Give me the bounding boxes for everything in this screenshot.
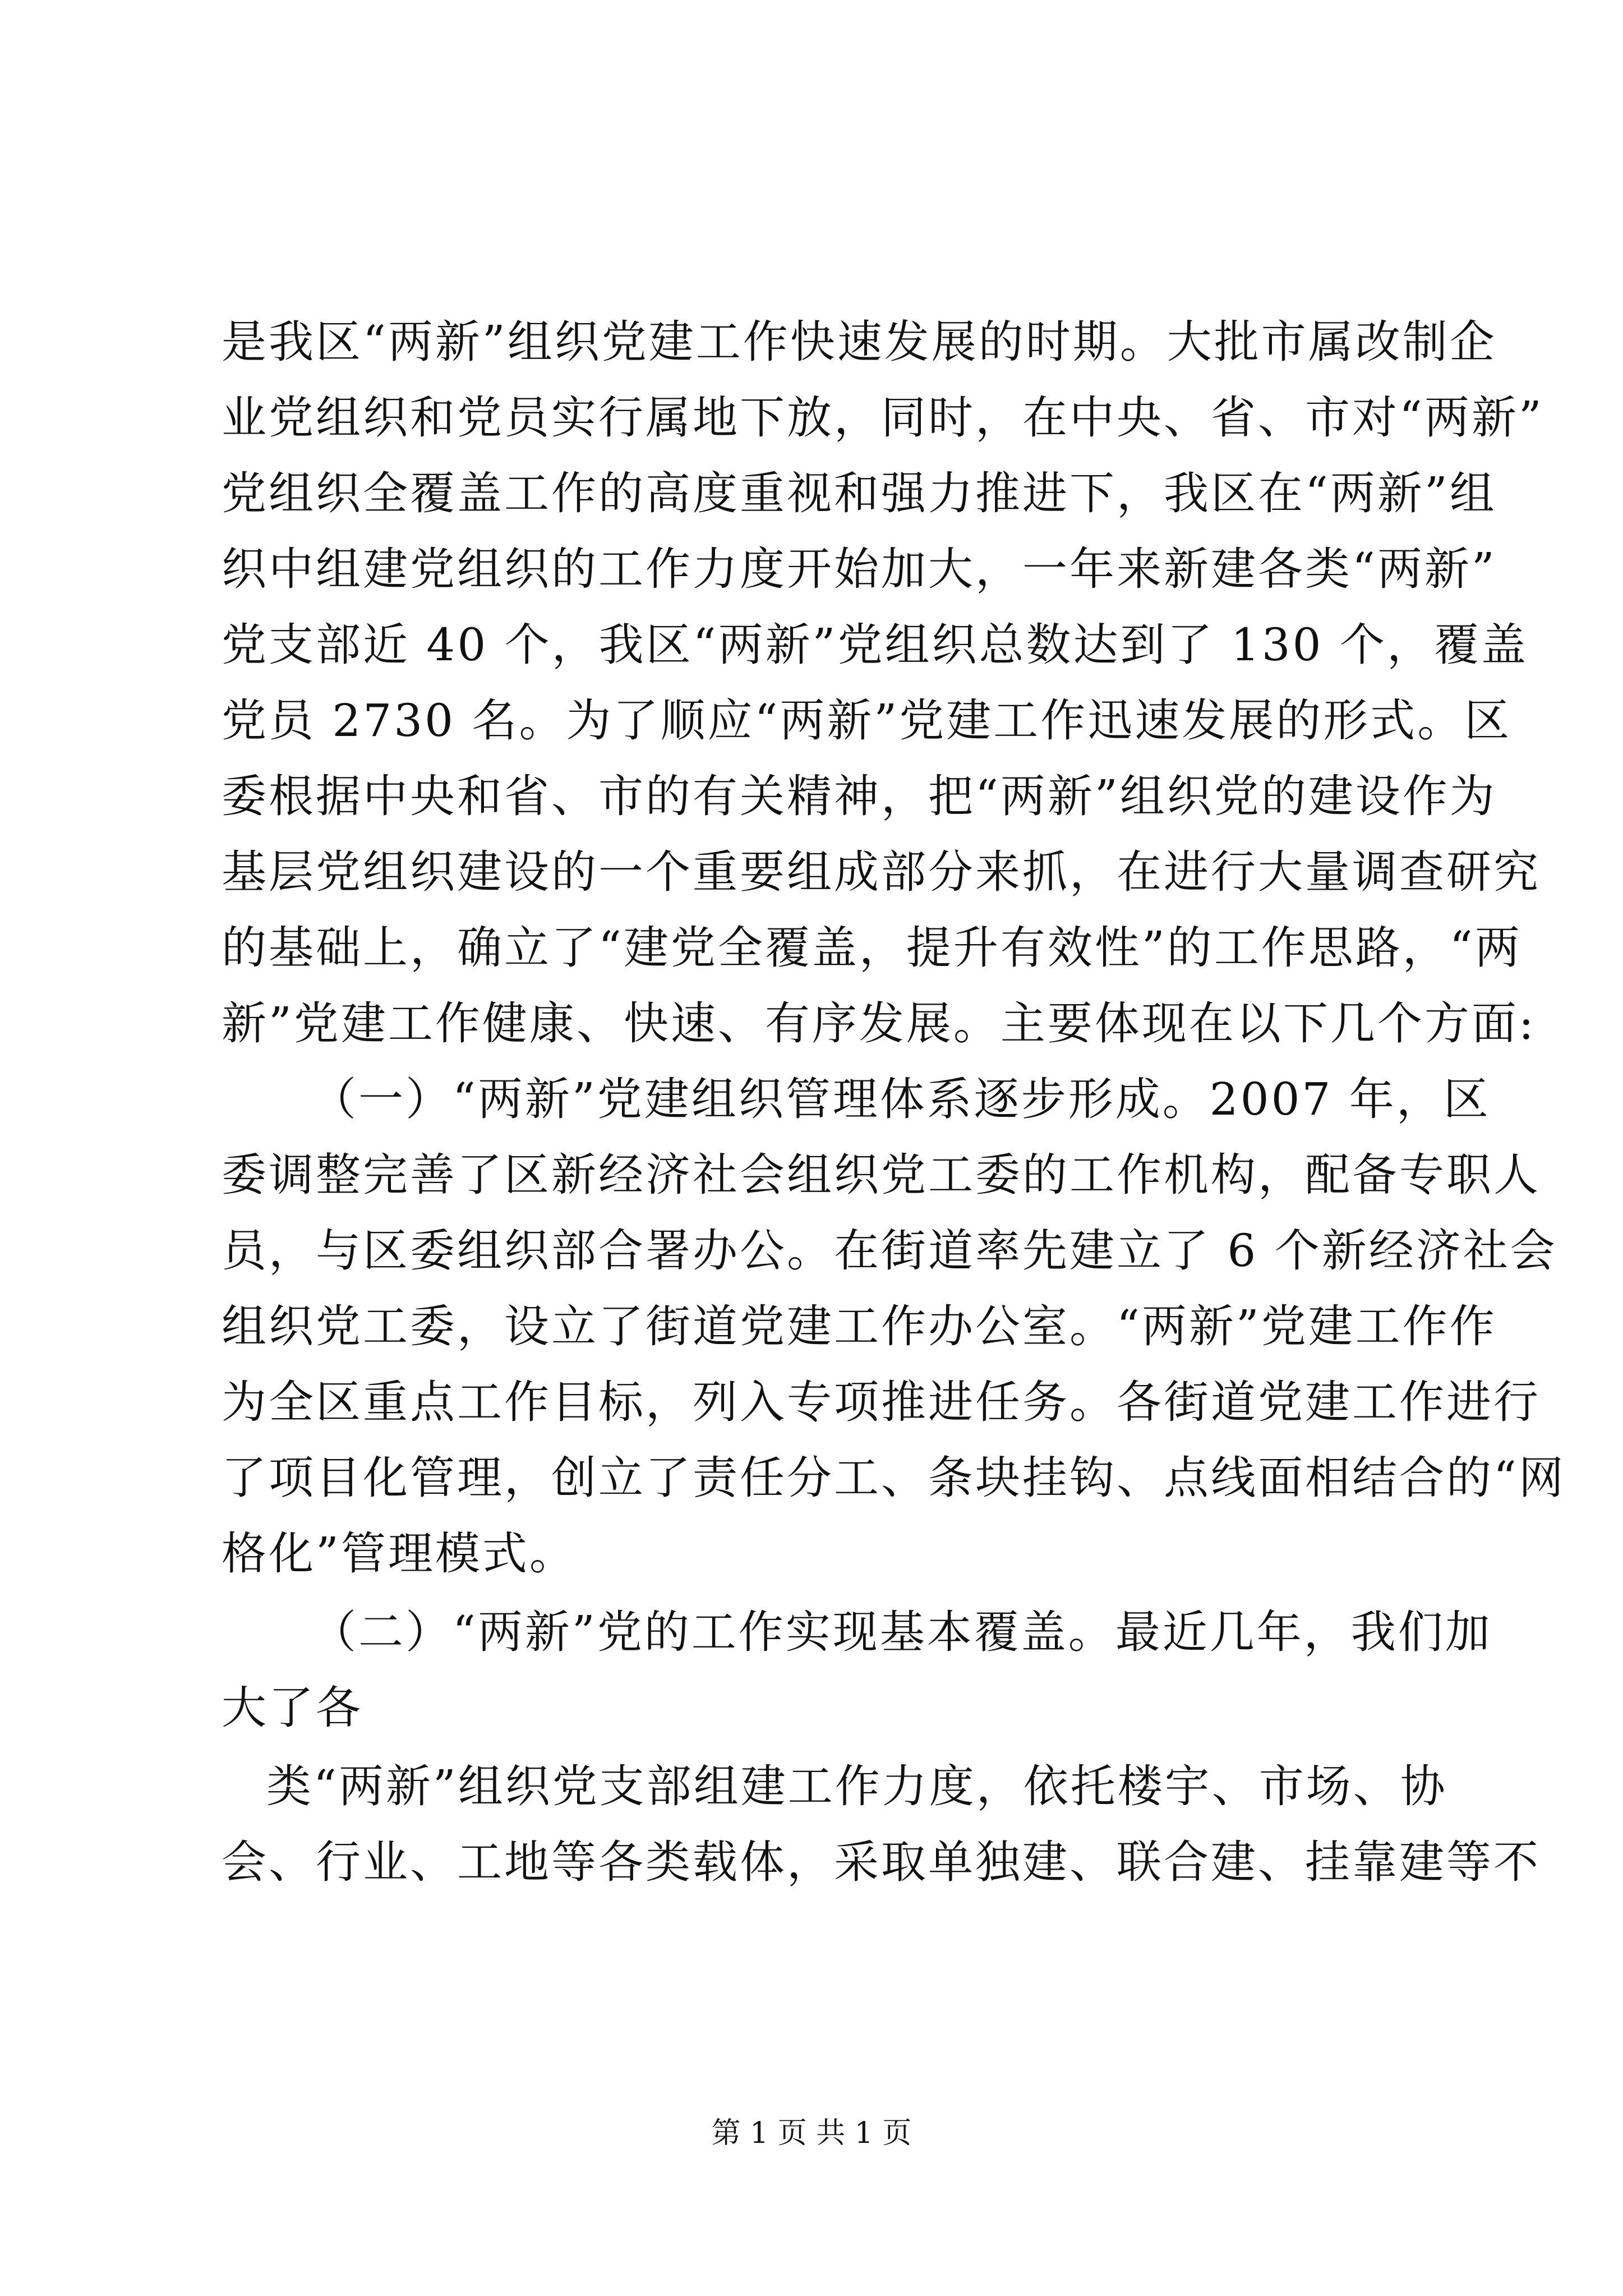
text-line: 为全区重点工作目标，列入专项推进任务。各街道党建工作进行 [222,1376,1541,1428]
text-line: 会、行业、工地等各类载体，采取单独建、联合建、挂靠建等不 [222,1836,1541,1888]
text-line: 类“两新”组织党支部组建工作力度，依托楼宇、市场、协 [266,1760,1447,1812]
text-line: 组织党工委，设立了街道党建工作办公室。“两新”党建工作作 [222,1300,1497,1352]
text-line: 大了各 [222,1682,363,1734]
text-line: （二）“两新”党的工作实现基本覆盖。最近几年，我们加 [311,1606,1492,1658]
text-line: （一）“两新”党建组织管理体系逐步形成。2007 年，区 [311,1073,1491,1125]
text-line: 的基础上，确立了“建党全覆盖，提升有效性”的工作思路，“两 [222,922,1522,974]
page-footer: 第 1 页 共 1 页 [711,2116,912,2150]
text-line: 党支部近 40 个，我区“两新”党组织总数达到了 130 个，覆盖 [222,619,1529,671]
text-line: 了项目化管理，创立了责任分工、条块挂钩、点线面相结合的“网 [222,1452,1566,1504]
text-line: 委根据中央和省、市的有关精神，把“两新”组织党的建设作为 [222,770,1497,822]
text-line: 基层党组织建设的一个重要组成部分来抓，在进行大量调查研究 [222,846,1541,898]
text-line: 员，与区委组织部合署办公。在街道率先建立了 6 个新经济社会 [222,1225,1557,1277]
text-line: 党组织全覆盖工作的高度重视和强力推进下，我区在“两新”组 [222,467,1497,519]
text-line: 委调整完善了区新经济社会组织党工委的工作机构，配备专职人 [222,1149,1541,1201]
text-line: 是我区“两新”组织党建工作快速发展的时期。大批市属改制企 [222,316,1497,368]
text-line: 党员 2730 名。为了顺应“两新”党建工作迅速发展的形式。区 [222,694,1512,747]
text-line: 业党组织和党员实行属地下放，同时，在中央、省、市对“两新” [222,392,1544,444]
text-line: 新”党建工作健康、快速、有序发展。主要体现在以下几个方面: [222,997,1536,1050]
text-line: 格化”管理模式。 [222,1527,577,1580]
text-line: 织中组建党组织的工作力度开始加大，一年来新建各类“两新” [222,543,1497,595]
